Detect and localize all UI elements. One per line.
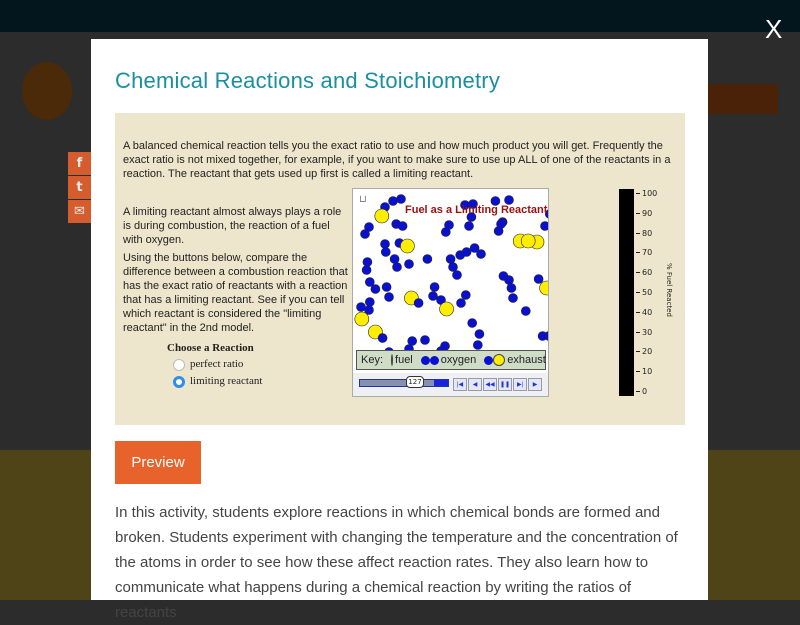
gauge-tick: 100	[636, 189, 657, 198]
oxygen-atom	[453, 271, 462, 280]
fuel-molecule	[375, 209, 389, 223]
site-logo	[22, 62, 72, 120]
key-oxygen: oxygen	[440, 354, 477, 366]
gauge-tick: 80	[636, 229, 652, 238]
oxygen-atom	[441, 228, 450, 237]
oxygen-atom	[363, 258, 372, 267]
gauge-label: % Fuel Reacted	[665, 263, 673, 317]
oxygen-atom	[541, 222, 550, 231]
oxygen-atom	[389, 197, 398, 206]
oxygen-atom	[371, 285, 380, 294]
gauge-tick: 70	[636, 248, 652, 257]
fuel-icon	[391, 354, 393, 366]
simulation-controls	[353, 373, 549, 397]
key-exhaust: exhaust	[507, 354, 546, 366]
intro-text: A balanced chemical reaction tells you the exact ratio to use and how much product you will get. Frequently the exact ratio is not mixed together, for example, if you want to make sure to use up ALL of one of the reactants in a reaction. The reactant that gets used up first is called a limiting reactant.	[123, 140, 671, 180]
fuel-molecule	[440, 302, 454, 316]
oxygen-atom	[414, 299, 423, 308]
site-header-button	[700, 84, 778, 114]
gauge-tick: 90	[636, 209, 652, 218]
gauge-ticks	[636, 189, 662, 396]
oxygen-atom	[381, 248, 390, 257]
rewind-start-button[interactable]: |◀	[453, 378, 467, 391]
oxygen-atom	[509, 294, 518, 303]
radio-circle[interactable]	[173, 376, 185, 388]
oxygen-atom	[408, 337, 417, 346]
gauge-tick: 60	[636, 268, 652, 277]
simulation-canvas[interactable]	[352, 188, 549, 397]
oxygen-atom	[429, 292, 438, 301]
oxygen-atom	[397, 195, 406, 204]
step-back-button[interactable]: ◀	[468, 378, 482, 391]
exhaust-icon	[484, 354, 505, 366]
oxygen-atom	[534, 275, 543, 284]
fuel-molecule	[355, 312, 369, 326]
oxygen-atom	[423, 255, 432, 264]
site-top-bar	[0, 0, 800, 32]
oxygen-atom	[505, 276, 514, 285]
gauge-tick: 30	[636, 328, 652, 337]
preview-button[interactable]: Preview	[115, 441, 201, 484]
gauge-tick: 0	[636, 387, 647, 396]
step-forward-button[interactable]: ▶|	[513, 378, 527, 391]
instructions-text: Using the buttons below, compare the difference between a combustion reaction that has the exact ratio of reactants with a reaction that has a limiting reactant. See if you can tell which reactant is considered the "limiting reactant" in the 2nd model.	[123, 252, 348, 334]
radio-label: limiting reactant	[190, 375, 263, 387]
oxygen-atom	[398, 222, 407, 231]
fuel-reacted-gauge	[619, 189, 634, 396]
oxygen-atom	[468, 319, 477, 328]
fuel-molecule	[400, 239, 414, 253]
oxygen-atom	[475, 330, 484, 339]
oxygen-atom	[405, 260, 414, 269]
key-fuel: fuel	[395, 354, 413, 366]
close-button[interactable]: X	[765, 14, 783, 44]
oxygen-atom	[430, 283, 439, 292]
facebook-icon[interactable]: f	[68, 152, 91, 175]
oxygen-atom	[477, 250, 486, 259]
oxygen-atom	[497, 220, 506, 229]
oxygen-atom	[393, 263, 402, 272]
radio-label: perfect ratio	[190, 358, 244, 370]
activity-modal	[91, 39, 708, 621]
oxygen-atom	[357, 303, 366, 312]
play-button[interactable]: ▶	[528, 378, 542, 391]
oxygen-atom	[421, 336, 430, 345]
modal-title: Chemical Reactions and Stoichiometry	[115, 68, 501, 93]
limiting-reactant-text: A limiting reactant almost always plays a role is during combustion, the reaction of a fuel with oxygen.	[123, 206, 342, 246]
oxygen-atom	[365, 298, 374, 307]
gauge-tick: 20	[636, 347, 652, 356]
oxygen-atom	[446, 255, 455, 264]
gauge-tick: 50	[636, 288, 652, 297]
play-back-button[interactable]: ◀◀	[483, 378, 497, 391]
oxygen-atom	[461, 291, 470, 300]
oxygen-atom	[465, 222, 474, 231]
simulation-title: Fuel as a Limiting Reactant	[405, 204, 548, 216]
gauge-tick: 10	[636, 367, 652, 376]
oxygen-atom	[462, 248, 471, 257]
oxygen-atom	[521, 307, 530, 316]
radio-circle[interactable]	[173, 359, 185, 371]
container-icon: ⊔	[359, 194, 367, 205]
gauge-tick: 40	[636, 308, 652, 317]
oxygen-atom	[361, 230, 370, 239]
oxygen-atom	[382, 283, 391, 292]
oxygen-atom	[473, 341, 482, 350]
speed-slider[interactable]	[359, 379, 449, 387]
share-bar	[68, 152, 91, 224]
key-label: Key:	[361, 354, 384, 366]
simulation-key	[356, 350, 546, 370]
oxygen-atom	[457, 299, 466, 308]
fuel-molecule	[521, 234, 535, 248]
twitter-icon[interactable]: t	[68, 176, 91, 199]
activity-preview-panel	[115, 113, 685, 425]
radio-perfect-ratio[interactable]	[173, 358, 243, 371]
oxygen-atom	[507, 284, 516, 293]
oxygen-icon	[421, 354, 439, 366]
email-icon[interactable]: ✉	[68, 200, 91, 223]
activity-description: In this activity, students explore reactions in which chemical bonds are formed and broken. Students experiment with changing the temperature and the concentration of the atoms in order to see how these affect reaction rates. They also learn how to communicate what happens during a chemical reaction by writing the ratios of reactants	[115, 504, 678, 621]
oxygen-atom	[385, 293, 394, 302]
oxygen-atom	[449, 263, 458, 272]
oxygen-atom	[362, 266, 371, 275]
radio-limiting-reactant[interactable]	[173, 375, 262, 388]
oxygen-atom	[381, 240, 390, 249]
oxygen-atom	[390, 255, 399, 264]
speed-value[interactable]: 127	[406, 376, 424, 388]
oxygen-atom	[378, 334, 387, 343]
choose-reaction-label: Choose a Reaction	[167, 342, 254, 354]
pause-button[interactable]: ❚❚	[498, 378, 512, 391]
